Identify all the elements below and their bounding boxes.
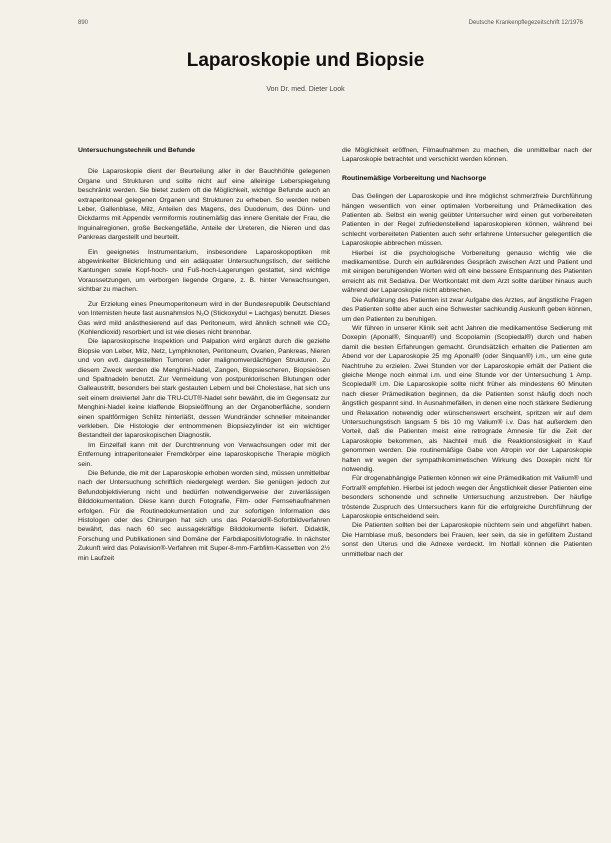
page-number: 890 xyxy=(78,20,89,26)
section-heading-preparation: Routinemäßige Vorbereitung und Nachsorge xyxy=(342,174,487,182)
article-author: Von Dr. med. Dieter Look xyxy=(266,86,345,93)
right-column xyxy=(342,146,592,559)
article-title: Laparoskopie und Biopsie xyxy=(186,50,425,71)
paragraph: Für drogenabhängige Patienten können wir eine Prämedikation mit Valium® und Fortral® empfehlen. Hierbei ist jedoch wegen der Ängstlichkeit dieser Patienten eine besonders schonende und schnelle Untersuchung anzustreben. Der häufige tröstende Zuspruch des Untersuchers kann für die erfolgreiche Durchführung der Laparoskopie entscheidend sein. xyxy=(342,475,592,521)
paragraph: Die Laparoskopie dient der Beurteilung aller in der Bauchhöhle gelegenen Organe und Strukturen und sollte nicht auf eine alleinige Leberspiegelung beschränkt werden. Sie bietet zudem oft die Möglichkeit, wichtige Befunde auch an extraperitoneal gelegenen Organen und Strukturen zu erheben. So werden neben Leber, Gallenblase, Milz, Anteilen des Magens, des Duodenum, des Dünn- und Dickdarms mit Appendix vermiformis routinemäßig das innere Genitale der Frau, die Inguinalregionen, große Beckengefäße, Anteile der Ureteren, die Nieren und das Pankreas dargestellt und beurteilt. xyxy=(78,168,330,242)
paragraph: Zur Erzielung eines Pneumoperitoneum wird in der Bundesrepublik Deutschland von Internisten heute fast ausnahmslos N₂O (Stickoxydul = Lachgas) benutzt. Dieses Gas wird mild anästhesierend auf das Peritoneum, wird ähnlich schnell wie CO₂ (Kohlendioxid) resorbiert und ist wie dieses nicht brennbar. xyxy=(78,300,330,336)
journal-header: Deutsche Krankenpflegezeitschrift 12/1976 xyxy=(468,20,583,26)
paragraph: Ein geeignetes Instrumentarium, insbesondere Laparoskopoptiken mit abgewinkelter Blickrichtung und ein adäquater Untersuchungstisch, der seitliche Kantungen sowie Kopf-hoch- und Fuß-hoch-Lagerungen gestattet, sind wichtige Voraussetzungen, um verborgen liegende Organe, z. B. hinter Verwachsungen, sichtbar zu machen. xyxy=(78,248,330,294)
paragraph-continued: die Möglichkeit eröffnen, Filmaufnahmen zu machen, die unmittelbar nach der Laparoskopie betrachtet und verschickt werden können. xyxy=(342,147,592,164)
paragraph: Im Einzelfall kann mit der Durchtrennung von Verwachsungen oder mit der Entfernung intraperitonealer Fremdkörper eine laparoskopische Therapie möglich sein. xyxy=(78,441,330,468)
paragraph: Die Befunde, die mit der Laparoskopie erhoben worden sind, müssen unmittelbar nach der Untersuchung schriftlich niedergelegt werden. Sie genügen jedoch zur Befundobjektivierung nicht und bedürfen notwendigerweise der zuverlässigen Bilddokumentation. Diese kann durch Fotografie, Film- oder Fernsehaufnahmen erfolgen. Für die Routinedokumentation und zur sofortigen Information des Histologen oder des Chirurgen hat sich uns das Polaroid®-Sofortbildverfahren bewährt, das nach 60 sec aussagekräftige Bilddokumente liefert. Didaktik, Forschung und Publikationen sind Domäne der Farbdiapositivfotografie. In nächster Zukunft wird das Polavision®-Verfahren mit Super-8-mm-Farbfilm-Kassetten von 2½ min Laufzeit xyxy=(78,470,330,562)
paragraph: Wir führen in unserer Klinik seit acht Jahren die medikamentöse Sedierung mit Doxepin (Aponal®, Sinquan®) und Scopolamin (Scopiedal®) durch und haben damit die besten Erfahrungen gemacht. Grundsätzlich erhalten die Patienten am Abend vor der Laparoskopie 25 mg Aponal® (oder Sinquan®) i.m., um eine gute Nachtruhe zu erzielen. Zwei Stunden vor der Laparoskopie erhält der Patient die gleiche Menge noch einmal i.m. und eine Stunde vor der Untersuchung 1 Amp. Scopiedal® i.m. Die Laparoskopie sollte nicht früher als mindestens 60 Minuten nach dieser Prämedikation beginnen, da die Patienten sonst häufig doch noch ängstlich gespannt sind. In Ausnahmefällen, in denen eine noch stärkere Sedierung und Relaxation notwendig oder wünschenswert erscheint, spritzen wir auf dem Untersuchungstisch langsam 5 bis 10 mg Valium® i.v. Das hat außerdem den Vorteil, daß die Patienten meist eine retrograde Amnesie für die Zeit der Laparoskopie bekommen, als Nachteil muß die Reaktionslosigkeit in Kauf genommen werden. Die routinemäßige Gabe von Atropin vor der Laparoskopie halten wir wegen der sympathikomimetischen Wirkung des Doxepin nicht für notwendig. xyxy=(342,324,592,473)
left-column xyxy=(78,146,330,563)
paragraph: Hierbei ist die psychologische Vorbereitung genauso wichtig wie die medikamentöse. Durch ein aufklärendes Gespräch zwischen Arzt und Patient und mit einigen beruhigenden Worten wird oft eine bessere Entspannung des Patienten erreicht als mit Sedativa. Der Wortkontakt mit dem Arzt sollte darüber hinaus auch während der Laparoskopie nicht abbrechen. xyxy=(342,249,592,295)
paragraph: Das Gelingen der Laparoskopie und ihre möglichst schmerzfreie Durchführung hängen wesentlich von einer optimalen Vorbereitung und Prämedikation des Patienten ab. Selbst ein wenig geübter Untersucher wird einen gut vorbereiteten Patienten in der Regel zufriedenstellend laparoskopieren können, während bei schlecht vorbereiteten Patienten auch sehr erfahrene Untersucher gelegentlich die Laparoskopie abbrechen müssen. xyxy=(342,193,592,248)
paragraph: Die Patienten sollten bei der Laparoskopie nüchtern sein und abgeführt haben. Die Harnblase muß, besonders bei Frauen, leer sein, da sie in gefülltem Zustand sonst den Uterus und die Adnexe verdeckt. Im Notfall können die Patienten unmittelbar nach der xyxy=(342,522,592,558)
paragraph: Die Aufklärung des Patienten ist zwar Aufgabe des Arztes, auf ängstliche Fragen des Patienten sollte aber auch eine Schwester sachkundig Auskunft geben können, um den Patienten zu beruhigen. xyxy=(342,296,592,323)
paragraph: Die laparoskopische Inspektion und Palpation wird ergänzt durch die gezielte Biopsie von Leber, Milz, Netz, Lymphknoten, Peritoneum, Ovarien, Pankreas, Nieren und von evtl. dargestellten Tumoren oder malignomverdächtigen Strukturen. Zu diesem Zweck werden die Menghini-Nadel, Zangen, Biopsiescheren, Biopsieösen und Spaltnadeln benutzt. Zur Vermeidung von postpunktorischen Blutungen oder Galleaustritt, besonders bei stark gestauten Lebern und bei Cholestase, hat sich uns seit einem dreiviertel Jahr die TRU-CUT®-Nadel sehr bewährt, die im Gegensatz zur Menghini-Nadel keine klaffende Biopsieöffnung an der Organoberfläche, sondern einen spaltförmigen Schlitz hinterläßt, dessen Wundränder schneller miteinander verkleben. Die Histologie der entnommenen Biopsiezylinder ist ein wichtiger Bestandteil der laparoskopischen Diagnostik. xyxy=(78,338,330,440)
section-heading-technique: Untersuchungstechnik und Befunde xyxy=(78,147,196,154)
